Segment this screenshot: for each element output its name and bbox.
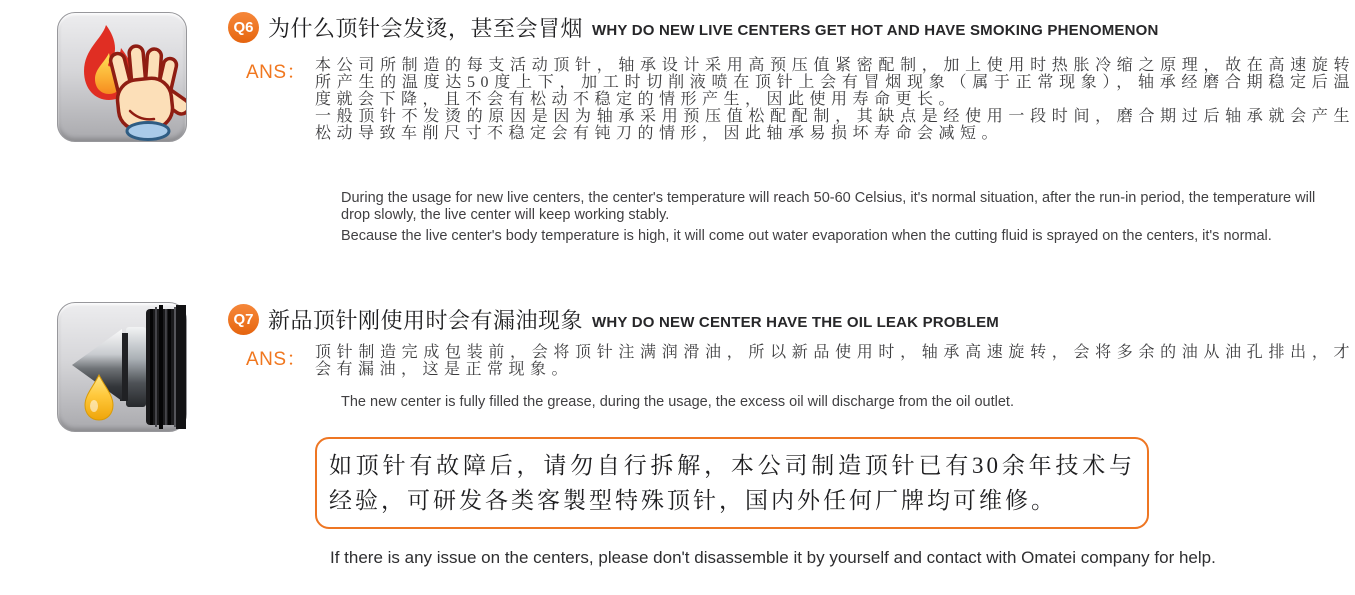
answer-zh-paragraph: 顶针制造完成包装前，会将顶针注满润滑油，所以新品使用时，轴承高速旋转，会将多余的油从油孔排出，才会有漏油，这是正常现象。 <box>315 344 1355 378</box>
question-badge: Q6 <box>228 12 259 43</box>
answer-en-paragraph: During the usage for new live centers, the center's temperature will reach 50-60 Celsius, it's normal situation, after the run-in period, the temperature will drop slowly, the live center will keep working stably. <box>341 190 1316 223</box>
stop-hand-icon <box>109 45 186 131</box>
repair-notice-en: If there is any issue on the centers, please don't disassemble it by yourself and contact with Omatei company for help. <box>330 548 1216 567</box>
question-zh: 为什么顶针会发烫，甚至会冒烟 <box>268 16 584 41</box>
answer-en <box>341 394 1341 416</box>
answer-en-paragraph: The new center is fully filled the grease, during the usage, the excess oil will discharge from the oil outlet. <box>341 394 1014 410</box>
question-en: WHY DO NEW CENTER HAVE THE OIL LEAK PROBLEM <box>592 313 999 331</box>
live-center-oil-drop-icon <box>58 303 186 431</box>
oil-leak-icon-tile <box>57 302 187 432</box>
ans-label: ANS： <box>246 349 307 370</box>
repair-notice-box <box>315 437 1149 529</box>
answer-en-paragraph: Because the live center's body temperature is high, it will come out water evaporation when the cutting fluid is sprayed on the centers, it's normal. <box>341 228 1272 244</box>
overheat-icon-tile <box>57 12 187 142</box>
answer-zh-paragraph: 一般顶针不发烫的原因是因为轴承采用预压值松配配制，其缺点是经使用一段时间，磨合期过后轴承就会产生松动导致车削尺寸不稳定会有钝刀的情形，因此轴承易损坏寿命会减短。 <box>315 108 1355 142</box>
question-zh: 新品顶针刚使用时会有漏油现象 <box>268 308 584 333</box>
fire-stop-hand-icon <box>58 13 186 141</box>
answer-zh-paragraph: 本公司所制造的每支活动顶针，轴承设计采用高预压值紧密配制，加上使用时热胀冷缩之原理，故在高速旋转所产生的温度达50度上下，加工时切削液喷在顶针上会有冒烟现象（属于正常现象），轴承经磨合期稳定后温度就会下降，且不会有松动不稳定的情形产生，因此使用寿命更长。 <box>315 57 1355 108</box>
answer-zh <box>315 344 1355 378</box>
answer-en <box>341 190 1341 250</box>
answer-zh <box>315 57 1355 142</box>
question-heading-q6 <box>228 12 1159 43</box>
question-badge: Q7 <box>228 304 259 335</box>
sleeve-cuff <box>127 123 169 140</box>
question-en: WHY DO NEW LIVE CENTERS GET HOT AND HAVE SMOKING PHENOMENON <box>592 21 1159 39</box>
question-heading-q7 <box>228 304 999 335</box>
ans-label: ANS： <box>246 62 307 83</box>
repair-notice-zh: 如顶针有故障后，请勿自行拆解，本公司制造顶针已有30余年技术与经验，可研发各类客製型特殊顶针，国内外任何厂牌均可维修。 <box>329 453 1135 513</box>
